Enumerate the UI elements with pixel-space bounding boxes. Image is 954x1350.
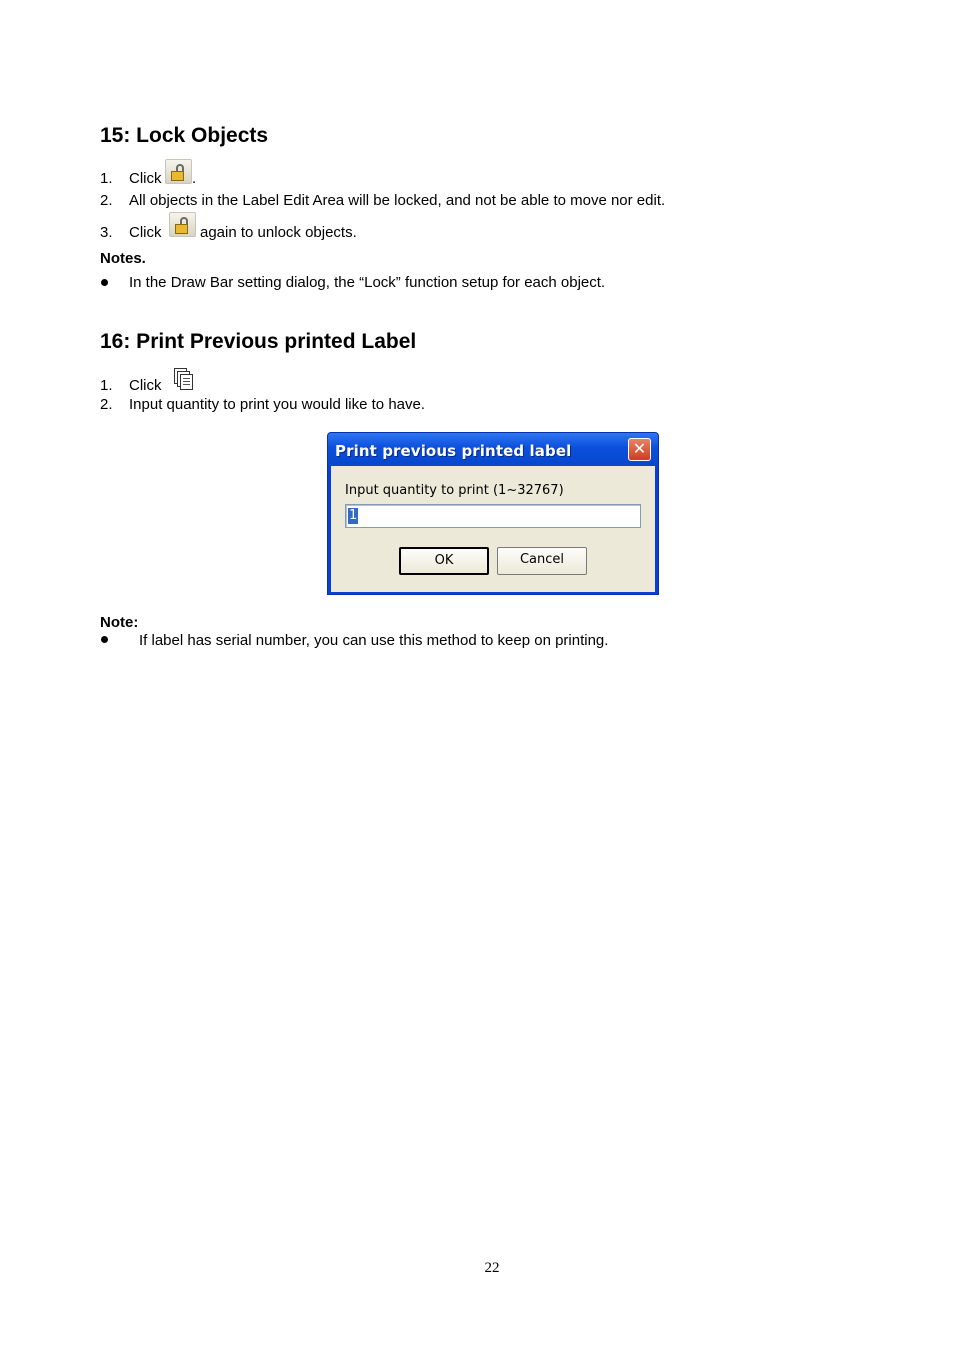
dialog-titlebar[interactable]: [328, 433, 658, 466]
note-item: If label has serial number, you can use this method to keep on printing.: [139, 632, 609, 649]
print-previous-dialog: [327, 432, 659, 595]
dialog-title: Print previous printed label: [335, 442, 572, 460]
step-1-period: .: [192, 170, 197, 187]
step-number: 3.: [100, 224, 113, 241]
step-number: 1.: [100, 377, 113, 394]
step-2-text: Input quantity to print you would like to have.: [129, 396, 426, 413]
cancel-button[interactable]: Cancel: [497, 547, 587, 575]
step-3-text: Click: [129, 224, 162, 241]
section-16-title: 16: Print Previous printed Label: [100, 330, 417, 353]
quantity-prompt-label: Input quantity to print (1~32767): [345, 483, 564, 498]
lock-icon: [169, 212, 196, 237]
step-3-text-after: again to unlock objects.: [200, 224, 357, 241]
dialog-body: [331, 466, 655, 592]
lock-icon: [165, 159, 192, 184]
bullet-icon: [101, 636, 108, 643]
reprint-pages-icon: [173, 367, 193, 389]
notes-label: Notes.: [100, 250, 146, 267]
step-1-text: Click: [129, 377, 162, 394]
step-number: 1.: [100, 170, 113, 187]
step-number: 2.: [100, 192, 113, 209]
close-button[interactable]: ✕: [628, 438, 651, 461]
quantity-input[interactable]: [345, 504, 641, 528]
bullet-icon: [101, 279, 108, 286]
section-15-title: 15: Lock Objects: [100, 124, 269, 147]
note-item: In the Draw Bar setting dialog, the “Lock” function setup for each object.: [129, 274, 606, 291]
step-2-text: All objects in the Label Edit Area will be locked, and not be able to move nor edit.: [129, 192, 666, 209]
quantity-value: 1: [349, 508, 358, 523]
step-1-text: Click: [129, 170, 162, 187]
step-number: 2.: [100, 396, 113, 413]
ok-button[interactable]: OK: [399, 547, 489, 575]
page-number: 22: [484, 1260, 500, 1276]
note-label: Note:: [100, 614, 139, 631]
